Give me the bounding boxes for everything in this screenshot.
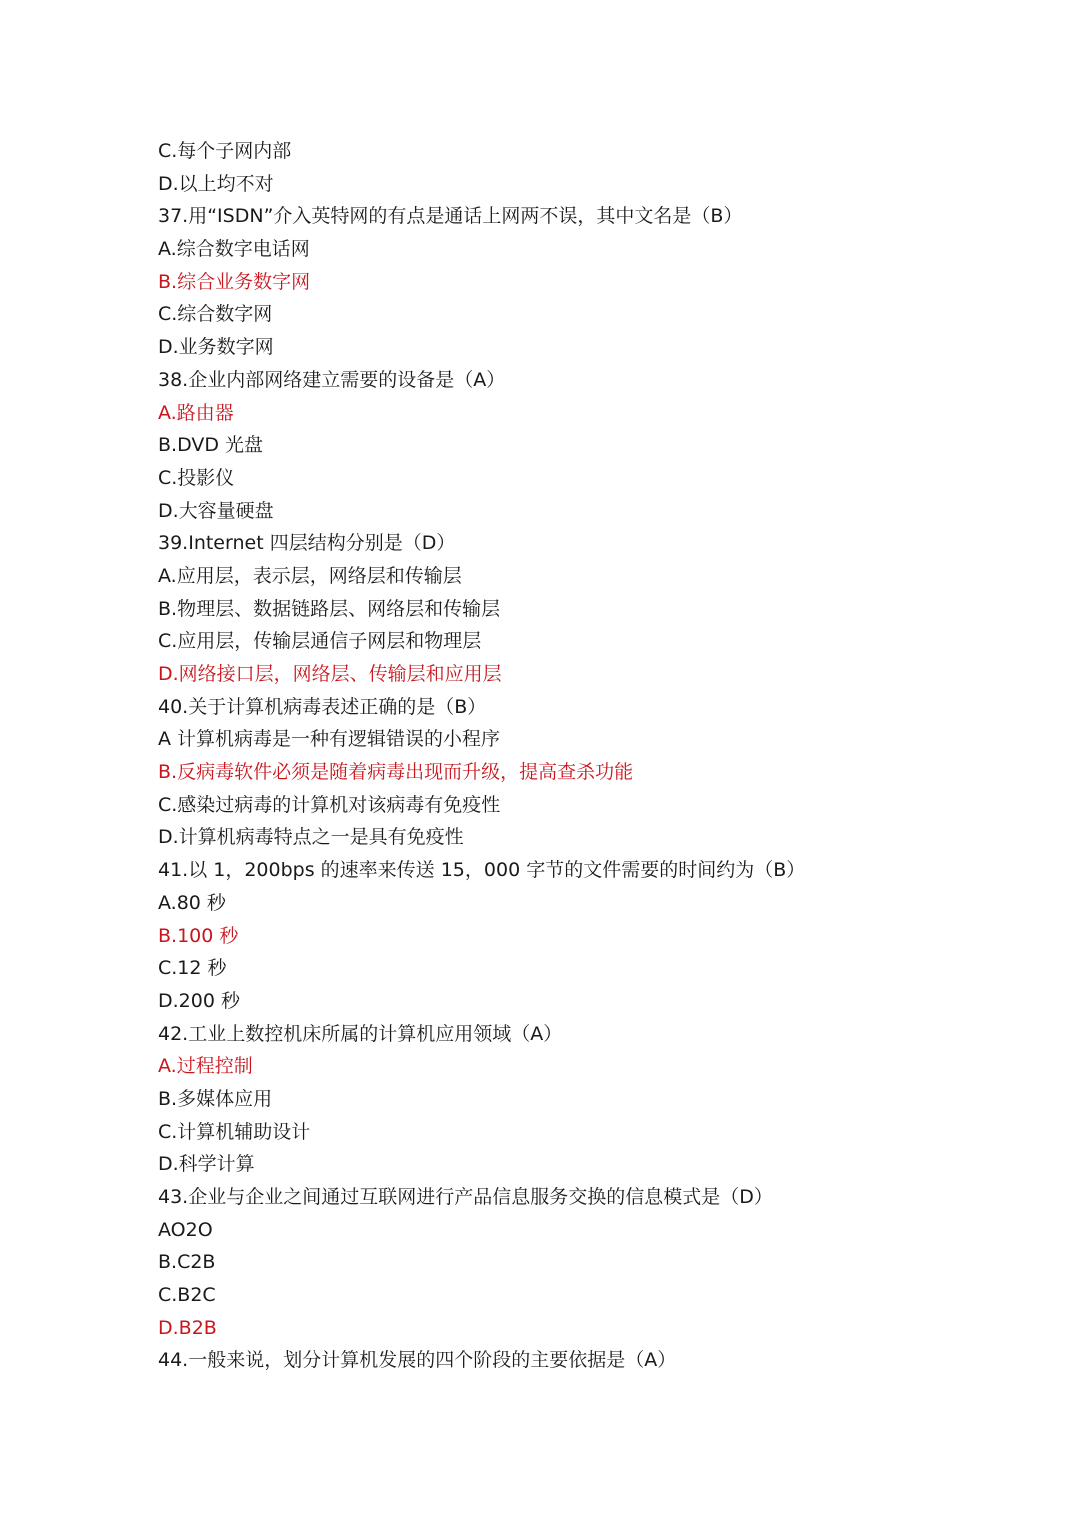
question-line: 37.用“ISDN”介入英特网的有点是通话上网两不误，其中文名是（B） (158, 205, 743, 228)
option-line: C.应用层，传输层通信子网层和物理层 (158, 630, 482, 653)
option-line: A 计算机病毒是一种有逻辑错误的小程序 (158, 728, 501, 751)
option-line: C.每个子网内部 (158, 140, 292, 162)
question-line: 41.以 1，200bps 的速率来传送 15，000 字节的文件需要的时间约为（B） (158, 859, 806, 882)
option-line: AO2O (158, 1218, 213, 1241)
correct-answer-line: A.路由器 (158, 401, 234, 424)
option-line: B.多媒体应用 (158, 1087, 273, 1110)
option-line: C.综合数字网 (158, 303, 273, 326)
option-line: D.以上均不对 (158, 172, 274, 195)
correct-answer-line: D.网络接口层，网络层、传输层和应用层 (158, 663, 502, 685)
option-line: C.12 秒 (158, 957, 227, 980)
correct-answer-line: B.综合业务数字网 (158, 270, 311, 293)
option-line: C.感染过病毒的计算机对该病毒有免疫性 (158, 793, 501, 816)
option-line: C.B2C (158, 1284, 216, 1307)
option-line: D.大容量硬盘 (158, 499, 274, 522)
option-line: A.应用层，表示层，网络层和传输层 (158, 564, 462, 587)
question-line: 42.工业上数控机床所属的计算机应用领域（A） (158, 1022, 563, 1045)
question-line: 38.企业内部网络建立需要的设备是（A） (158, 368, 506, 391)
correct-answer-line: B.100 秒 (158, 924, 239, 947)
option-line: C.计算机辅助设计 (158, 1120, 311, 1143)
correct-answer-line: B.反病毒软件必须是随着病毒出现而升级，提高查杀功能 (158, 761, 634, 784)
option-line: D.业务数字网 (158, 336, 274, 359)
question-line: 43.企业与企业之间通过互联网进行产品信息服务交换的信息模式是（D） (158, 1186, 773, 1208)
option-line: B.物理层、数据链路层、网络层和传输层 (158, 597, 501, 620)
correct-answer-line: D.B2B (158, 1316, 217, 1339)
option-line: D.200 秒 (158, 989, 240, 1012)
option-line: A.80 秒 (158, 891, 226, 914)
option-line: D.计算机病毒特点之一是具有免疫性 (158, 826, 464, 849)
option-line: B.DVD 光盘 (158, 434, 264, 457)
option-line: A.综合数字电话网 (158, 238, 310, 261)
question-line: 40.关于计算机病毒表述正确的是（B） (158, 695, 487, 718)
option-line: C.投影仪 (158, 466, 235, 489)
question-list (158, 135, 1018, 1377)
option-line: B.C2B (158, 1251, 216, 1274)
option-line: D.科学计算 (158, 1153, 255, 1176)
question-line: 39.Internet 四层结构分别是（D） (158, 532, 456, 555)
question-line: 44.一般来说，划分计算机发展的四个阶段的主要依据是（A） (158, 1349, 677, 1372)
correct-answer-line: A.过程控制 (158, 1055, 253, 1078)
